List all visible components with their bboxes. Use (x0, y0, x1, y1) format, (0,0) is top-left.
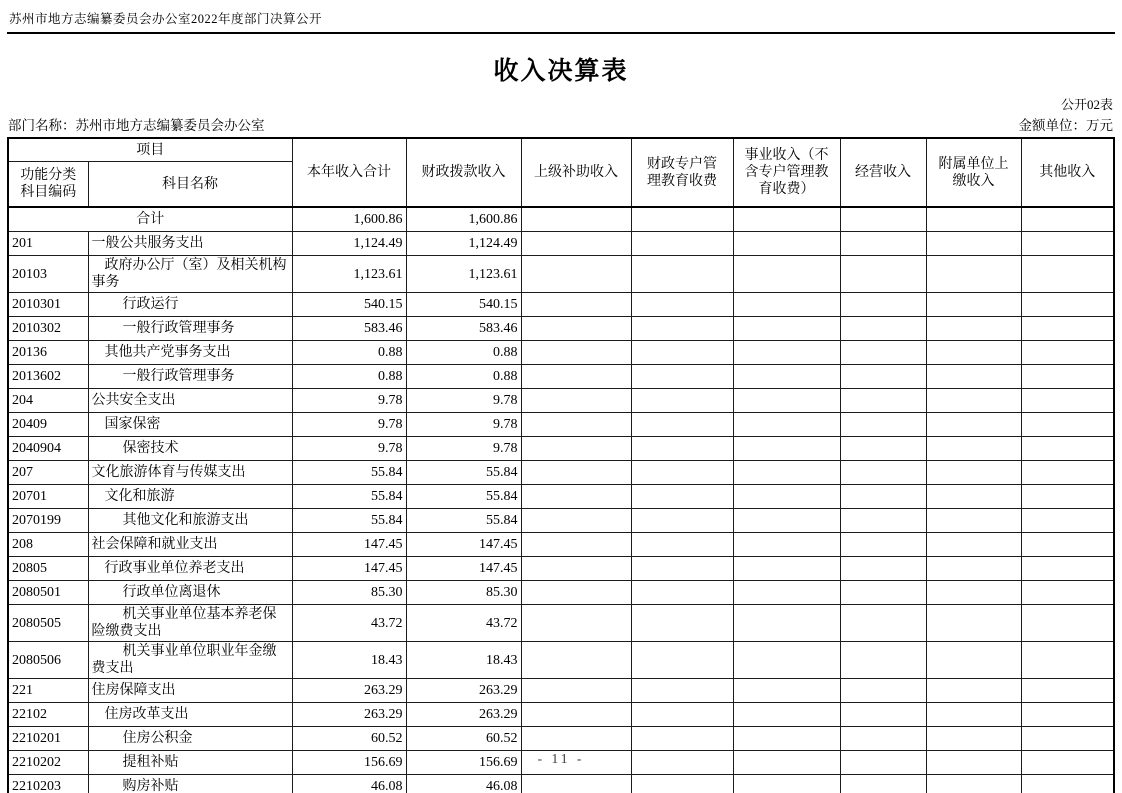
value-cell (926, 727, 1021, 751)
table-row (8, 413, 1114, 437)
value-cell: 540.15 (406, 293, 521, 317)
code-cell: 20805 (8, 557, 88, 581)
value-cell: 583.46 (406, 317, 521, 341)
value-cell: 18.43 (292, 642, 406, 679)
subject-cell: 合计 (8, 207, 292, 232)
code-cell: 207 (8, 461, 88, 485)
subject-cell: 政府办公厅（室）及相关机构事务 (88, 256, 292, 293)
value-cell (1021, 293, 1114, 317)
header-col-business-income: 事业收入（不含专户管理教育收费） (733, 138, 840, 207)
value-cell (840, 557, 926, 581)
header-project: 项目 (8, 138, 292, 162)
value-cell (840, 365, 926, 389)
value-cell (631, 775, 733, 793)
value-cell (1021, 605, 1114, 642)
code-cell: 2010301 (8, 293, 88, 317)
value-cell: 1,124.49 (292, 232, 406, 256)
value-cell (733, 341, 840, 365)
code-cell: 22102 (8, 703, 88, 727)
value-cell (1021, 509, 1114, 533)
subject-cell: 一般公共服务支出 (88, 232, 292, 256)
value-cell (521, 581, 631, 605)
header-col-other-income: 其他收入 (1021, 138, 1114, 207)
header-col-subordinate-remitted: 附属单位上缴收入 (926, 138, 1021, 207)
table-row (8, 703, 1114, 727)
subject-cell: 文化和旅游 (88, 485, 292, 509)
header-row-project (8, 138, 1114, 162)
value-cell: 9.78 (292, 437, 406, 461)
value-cell (926, 775, 1021, 793)
table-code-label: 公开02表 (1060, 97, 1113, 112)
value-cell (733, 509, 840, 533)
value-cell (631, 533, 733, 557)
value-cell: 9.78 (406, 389, 521, 413)
value-cell: 60.52 (406, 727, 521, 751)
code-cell: 20409 (8, 413, 88, 437)
value-cell (733, 256, 840, 293)
table-row (8, 461, 1114, 485)
value-cell (926, 533, 1021, 557)
meta-row (8, 114, 1113, 134)
value-cell: 46.08 (292, 775, 406, 793)
value-cell: 0.88 (292, 365, 406, 389)
value-cell (1021, 341, 1114, 365)
value-cell (631, 232, 733, 256)
value-cell: 540.15 (292, 293, 406, 317)
value-cell: 9.78 (292, 413, 406, 437)
value-cell (733, 581, 840, 605)
value-cell (1021, 642, 1114, 679)
subject-cell: 行政单位离退休 (88, 581, 292, 605)
header-function-code: 功能分类科目编码 (8, 162, 88, 208)
code-cell: 2010302 (8, 317, 88, 341)
subject-cell: 国家保密 (88, 413, 292, 437)
subject-cell: 购房补贴 (88, 775, 292, 793)
value-cell (631, 581, 733, 605)
value-cell (521, 642, 631, 679)
value-cell (733, 413, 840, 437)
value-cell (1021, 256, 1114, 293)
page-number: - 11 - (537, 751, 585, 766)
value-cell (631, 557, 733, 581)
value-cell (840, 703, 926, 727)
value-cell (840, 679, 926, 703)
value-cell: 583.46 (292, 317, 406, 341)
value-cell (1021, 557, 1114, 581)
value-cell (733, 642, 840, 679)
table-body (8, 207, 1114, 793)
value-cell (926, 317, 1021, 341)
value-cell: 43.72 (292, 605, 406, 642)
code-cell: 2210203 (8, 775, 88, 793)
value-cell (1021, 461, 1114, 485)
value-cell (631, 679, 733, 703)
header-col-operating-income: 经营收入 (840, 138, 926, 207)
value-cell (631, 461, 733, 485)
value-cell (521, 207, 631, 232)
value-cell: 60.52 (292, 727, 406, 751)
value-cell (1021, 581, 1114, 605)
value-cell (733, 703, 840, 727)
value-cell (1021, 389, 1114, 413)
value-cell (840, 437, 926, 461)
code-cell: 2040904 (8, 437, 88, 461)
code-cell: 2070199 (8, 509, 88, 533)
value-cell: 9.78 (406, 413, 521, 437)
code-cell: 2080506 (8, 642, 88, 679)
value-cell (521, 437, 631, 461)
value-cell (840, 605, 926, 642)
value-cell (926, 365, 1021, 389)
value-cell (733, 485, 840, 509)
code-cell: 20136 (8, 341, 88, 365)
value-cell: 263.29 (406, 679, 521, 703)
value-cell (926, 413, 1021, 437)
value-cell (926, 642, 1021, 679)
value-cell (926, 509, 1021, 533)
value-cell (1021, 485, 1114, 509)
value-cell (840, 775, 926, 793)
value-cell (840, 485, 926, 509)
value-cell: 85.30 (292, 581, 406, 605)
value-cell (840, 509, 926, 533)
value-cell (733, 727, 840, 751)
value-cell (926, 256, 1021, 293)
value-cell: 9.78 (292, 389, 406, 413)
subject-cell: 提租补贴 (88, 751, 292, 775)
table-row (8, 485, 1114, 509)
subject-cell: 住房改革支出 (88, 703, 292, 727)
value-cell: 156.69 (292, 751, 406, 775)
amount-unit-label: 金额单位：万元 (1018, 118, 1113, 133)
table-row (8, 256, 1114, 293)
value-cell (521, 605, 631, 642)
value-cell (733, 775, 840, 793)
value-cell: 9.78 (406, 437, 521, 461)
value-cell (840, 317, 926, 341)
value-cell (521, 533, 631, 557)
value-cell (521, 256, 631, 293)
value-cell (840, 642, 926, 679)
value-cell (521, 485, 631, 509)
value-cell (1021, 365, 1114, 389)
value-cell (631, 485, 733, 509)
table-row (8, 389, 1114, 413)
value-cell (631, 727, 733, 751)
table-row (8, 207, 1114, 232)
code-cell: 201 (8, 232, 88, 256)
value-cell (1021, 413, 1114, 437)
department-name-label: 部门名称：苏州市地方志编纂委员会办公室 (8, 118, 265, 133)
value-cell: 147.45 (292, 557, 406, 581)
value-cell: 1,123.61 (292, 256, 406, 293)
subject-cell: 住房保障支出 (88, 679, 292, 703)
header-subject-name: 科目名称 (88, 162, 292, 208)
code-cell: 2013602 (8, 365, 88, 389)
value-cell (733, 207, 840, 232)
value-cell: 1,600.86 (406, 207, 521, 232)
table-row (8, 437, 1114, 461)
value-cell (840, 581, 926, 605)
table-row (8, 293, 1114, 317)
table-row (8, 341, 1114, 365)
value-cell: 55.84 (406, 509, 521, 533)
code-cell: 2210201 (8, 727, 88, 751)
doc-header-text: 苏州市地方志编纂委员会办公室2022年度部门决算公开 (9, 12, 323, 26)
table-row (8, 557, 1114, 581)
value-cell (631, 389, 733, 413)
value-cell: 263.29 (406, 703, 521, 727)
value-cell (840, 256, 926, 293)
value-cell: 46.08 (406, 775, 521, 793)
table-row (8, 365, 1114, 389)
value-cell (631, 341, 733, 365)
code-cell: 20701 (8, 485, 88, 509)
value-cell (733, 293, 840, 317)
table-row (8, 605, 1114, 642)
document-header (7, 0, 1115, 34)
subject-cell: 机关事业单位基本养老保险缴费支出 (88, 605, 292, 642)
value-cell: 55.84 (292, 485, 406, 509)
value-cell (521, 703, 631, 727)
value-cell (733, 389, 840, 413)
subject-cell: 一般行政管理事务 (88, 365, 292, 389)
header-col-total-income: 本年收入合计 (292, 138, 406, 207)
value-cell (840, 389, 926, 413)
subject-cell: 住房公积金 (88, 727, 292, 751)
value-cell: 43.72 (406, 605, 521, 642)
table-row (8, 679, 1114, 703)
value-cell (840, 232, 926, 256)
value-cell (631, 437, 733, 461)
header-col-special-account-fees: 财政专户管理教育收费 (631, 138, 733, 207)
value-cell (926, 557, 1021, 581)
value-cell (926, 232, 1021, 256)
value-cell (631, 293, 733, 317)
value-cell (521, 727, 631, 751)
table-row (8, 775, 1114, 793)
value-cell (926, 581, 1021, 605)
value-cell (926, 485, 1021, 509)
value-cell (840, 207, 926, 232)
value-cell (521, 509, 631, 533)
header-col-superior-subsidy: 上级补助收入 (521, 138, 631, 207)
value-cell: 156.69 (406, 751, 521, 775)
subject-cell: 社会保障和就业支出 (88, 533, 292, 557)
value-cell (926, 293, 1021, 317)
value-cell (926, 207, 1021, 232)
value-cell: 1,123.61 (406, 256, 521, 293)
value-cell (521, 232, 631, 256)
subject-cell: 保密技术 (88, 437, 292, 461)
value-cell (521, 317, 631, 341)
value-cell (840, 461, 926, 485)
value-cell: 85.30 (406, 581, 521, 605)
value-cell: 55.84 (406, 485, 521, 509)
value-cell (733, 437, 840, 461)
value-cell (926, 605, 1021, 642)
code-cell: 2210202 (8, 751, 88, 775)
subject-cell: 行政运行 (88, 293, 292, 317)
value-cell: 55.84 (292, 509, 406, 533)
value-cell (631, 413, 733, 437)
code-cell: 20103 (8, 256, 88, 293)
table-row (8, 317, 1114, 341)
table-row (8, 581, 1114, 605)
table-row (8, 642, 1114, 679)
value-cell: 55.84 (292, 461, 406, 485)
value-cell (840, 413, 926, 437)
value-cell (521, 341, 631, 365)
value-cell (1021, 533, 1114, 557)
value-cell (521, 461, 631, 485)
value-cell (840, 341, 926, 365)
value-cell: 55.84 (406, 461, 521, 485)
value-cell (733, 605, 840, 642)
value-cell (733, 317, 840, 341)
subject-cell: 文化旅游体育与传媒支出 (88, 461, 292, 485)
value-cell: 0.88 (406, 341, 521, 365)
value-cell (926, 703, 1021, 727)
value-cell (521, 293, 631, 317)
value-cell (521, 389, 631, 413)
subject-cell: 一般行政管理事务 (88, 317, 292, 341)
header-col-fiscal-appropriation: 财政拨款收入 (406, 138, 521, 207)
value-cell (631, 509, 733, 533)
value-cell: 0.88 (406, 365, 521, 389)
table-row (8, 533, 1114, 557)
value-cell (926, 389, 1021, 413)
value-cell (1021, 317, 1114, 341)
code-cell: 208 (8, 533, 88, 557)
value-cell: 263.29 (292, 679, 406, 703)
value-cell: 147.45 (292, 533, 406, 557)
value-cell (631, 317, 733, 341)
value-cell (926, 341, 1021, 365)
subject-cell: 机关事业单位职业年金缴费支出 (88, 642, 292, 679)
value-cell (631, 703, 733, 727)
code-cell: 2080505 (8, 605, 88, 642)
value-cell (733, 679, 840, 703)
value-cell (1021, 207, 1114, 232)
value-cell: 1,600.86 (292, 207, 406, 232)
value-cell (631, 605, 733, 642)
value-cell (926, 437, 1021, 461)
value-cell: 263.29 (292, 703, 406, 727)
table-row (8, 727, 1114, 751)
value-cell (733, 461, 840, 485)
value-cell (631, 642, 733, 679)
value-cell (733, 557, 840, 581)
table-row (8, 232, 1114, 256)
value-cell (521, 365, 631, 389)
revenue-table (7, 137, 1115, 793)
value-cell: 1,124.49 (406, 232, 521, 256)
value-cell (926, 461, 1021, 485)
value-cell (1021, 775, 1114, 793)
subject-cell: 其他文化和旅游支出 (88, 509, 292, 533)
value-cell (521, 413, 631, 437)
value-cell (631, 207, 733, 232)
value-cell (733, 232, 840, 256)
value-cell (926, 679, 1021, 703)
value-cell (733, 365, 840, 389)
value-cell (840, 727, 926, 751)
value-cell (631, 365, 733, 389)
code-cell: 221 (8, 679, 88, 703)
value-cell (521, 775, 631, 793)
value-cell (631, 256, 733, 293)
code-cell: 204 (8, 389, 88, 413)
value-cell (840, 533, 926, 557)
value-cell (1021, 703, 1114, 727)
value-cell: 18.43 (406, 642, 521, 679)
page-title: 收入决算表 (493, 58, 629, 85)
table-row (8, 509, 1114, 533)
subject-cell: 公共安全支出 (88, 389, 292, 413)
value-cell (1021, 437, 1114, 461)
code-cell: 2080501 (8, 581, 88, 605)
value-cell (521, 557, 631, 581)
value-cell (521, 679, 631, 703)
value-cell: 147.45 (406, 533, 521, 557)
value-cell (1021, 232, 1114, 256)
value-cell: 0.88 (292, 341, 406, 365)
value-cell (733, 533, 840, 557)
subject-cell: 其他共产党事务支出 (88, 341, 292, 365)
value-cell (1021, 679, 1114, 703)
value-cell (1021, 727, 1114, 751)
value-cell: 147.45 (406, 557, 521, 581)
subject-cell: 行政事业单位养老支出 (88, 557, 292, 581)
value-cell (840, 293, 926, 317)
